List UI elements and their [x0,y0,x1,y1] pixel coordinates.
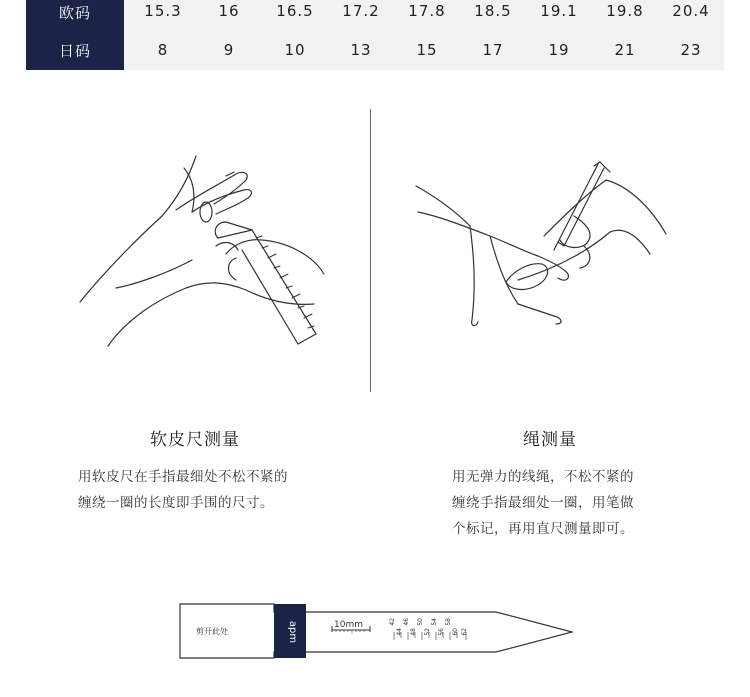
rope-desc [452,464,634,542]
size-cell: 13 [350,41,372,59]
sizer-mark: 48 [410,628,417,636]
size-cell: 19.1 [540,2,578,20]
sizer-brand: apm [287,620,298,644]
soft-ruler-desc [78,464,288,516]
row-label-eu: 欧码 [26,0,124,30]
size-cell: 17.8 [408,2,446,20]
sizer-mark: 52 [424,628,431,636]
sizer-outline [180,604,572,658]
size-row-jp [26,30,724,70]
size-cell: 15 [416,41,438,59]
size-cell: 9 [223,41,235,59]
size-cell: 16 [218,2,240,20]
ring-sizer-tool [176,598,576,666]
size-cell: 18.5 [474,2,512,20]
size-table [26,0,724,70]
size-cell: 10 [284,41,306,59]
tape-measure-illustration [76,150,336,350]
sizer-mark: 62 [461,628,468,636]
rope-measure-illustration [414,156,674,331]
size-cell: 23 [680,41,702,59]
sizer-mark: 58 [445,618,452,626]
sizer-cut-label: 剪开此处 [196,627,228,636]
sizer-mark: 46 [403,618,410,626]
sizer-mark: 60 [452,628,459,636]
sizer-mark: 44 [396,628,403,636]
size-cell: 21 [614,41,636,59]
row-label-jp: 日码 [26,30,124,70]
sizer-mark: 56 [438,628,445,636]
soft-ruler-desc-line: 用软皮尺在手指最细处不松不紧的 [78,469,288,485]
soft-ruler-desc-line: 缠绕一圈的长度即手围的尺寸。 [78,495,274,511]
size-cell: 8 [157,41,169,59]
sizer-mark: 54 [431,618,438,626]
size-cell: 20.4 [672,2,710,20]
row-values-jp [124,30,724,70]
rope-title: 绳测量 [523,430,577,450]
soft-ruler-title: 软皮尺测量 [150,430,240,450]
sizer-mark: 42 [389,618,396,626]
row-values-eu [124,0,724,30]
rope-desc-line: 用无弹力的线绳，不松不紧的 [452,469,634,485]
size-cell: 19 [548,41,570,59]
rope-desc-line: 个标记，再用直尺测量即可。 [452,521,634,537]
size-cell: 17.2 [342,2,380,20]
sizer-mark: 50 [417,618,424,626]
sizer-scale-label: 10mm [334,620,363,630]
size-cell: 19.8 [606,2,644,20]
size-row-eu [26,0,724,30]
size-cell: 15.3 [144,2,182,20]
section-divider [370,109,371,392]
size-cell: 16.5 [276,2,314,20]
size-cell: 17 [482,41,504,59]
rope-desc-line: 缠绕手指最细处一圈，用笔做 [452,495,634,511]
